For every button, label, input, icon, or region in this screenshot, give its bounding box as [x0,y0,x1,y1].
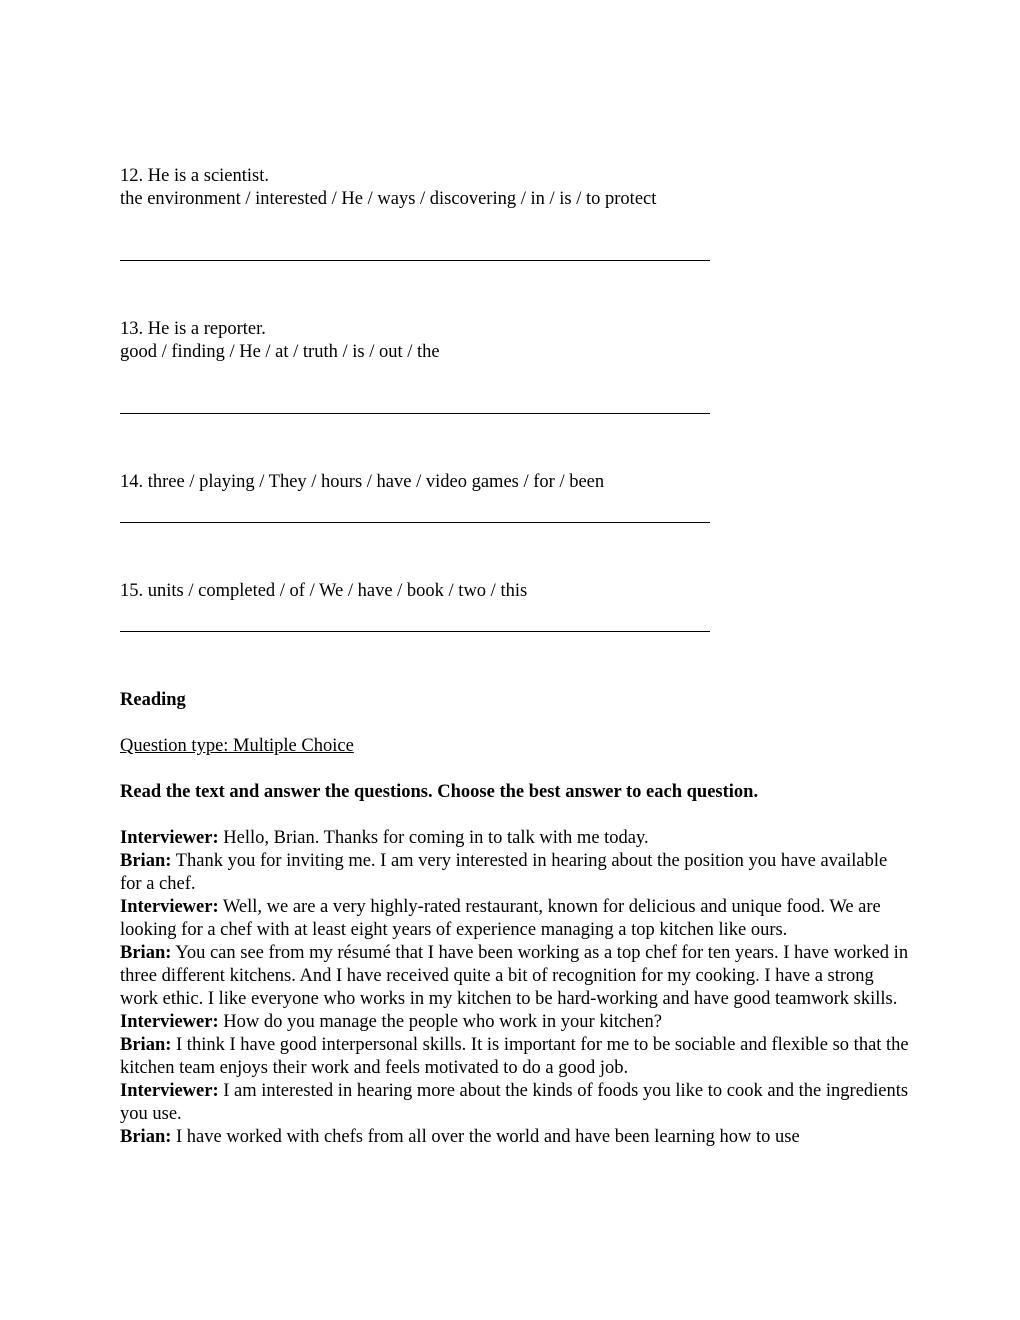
interview-dialogue [120,827,910,1149]
dialogue-line [120,1011,910,1034]
dialogue-text: Well, we are a very highly-rated restaurant, known for delicious and unique food. We are looking for a chef with at least eight years of experience managing a top kitchen like ours. [120,897,881,940]
speaker-label: Brian: [120,1035,172,1055]
speaker-label: Interviewer: [120,897,219,917]
dialogue-text: How do you manage the people who work in your kitchen? [218,1012,663,1032]
dialogue-line [120,1080,910,1126]
question-13-prompt: 13. He is a reporter. [120,319,266,339]
worksheet-page [120,165,910,1149]
dialogue-line [120,850,910,896]
dialogue-line [120,942,910,1011]
reading-title: Reading [120,690,186,710]
question-15-prompt: 15. units / completed / of / We / have / book / two / this [120,581,528,601]
dialogue-line [120,896,910,942]
dialogue-line [120,1034,910,1080]
dialogue-text: You can see from my résumé that I have been working as a top chef for ten years. I have worked in three different kitchens. And I have received quite a bit of recognition for my cooking. I have a strong work ethic. I like everyone who works in my kitchen to be hard-working and have good teamwork skills. [120,943,909,1009]
dialogue-text: Hello, Brian. Thanks for coming in to talk with me today. [218,828,649,848]
question-type: Question type: Multiple Choice [120,736,354,756]
speaker-label: Brian: [120,851,172,871]
speaker-label: Interviewer: [120,828,219,848]
speaker-label: Interviewer: [120,1081,219,1101]
dialogue-text: I have worked with chefs from all over the world and have been learning how to use [171,1127,800,1147]
speaker-label: Interviewer: [120,1012,219,1032]
dialogue-text: I think I have good interpersonal skills. It is important for me to be sociable and flexible so that the kitchen team enjoys their work and feels motivated to do a good job. [120,1035,909,1078]
dialogue-line [120,827,910,850]
question-13-words: good / finding / He / at / truth / is / out / the [120,342,440,362]
speaker-label: Brian: [120,1127,172,1147]
question-14-prompt: 14. three / playing / They / hours / have / video games / for / been [120,472,605,492]
question-12-prompt: 12. He is a scientist. [120,166,270,186]
dialogue-line [120,1126,910,1149]
dialogue-text: I am interested in hearing more about the kinds of foods you like to cook and the ingredients you use. [120,1081,909,1124]
speaker-label: Brian: [120,943,172,963]
reading-instructions: Read the text and answer the questions. Choose the best answer to each question. [120,782,759,802]
question-12-words: the environment / interested / He / ways / discovering / in / is / to protect [120,189,657,209]
dialogue-text: Thank you for inviting me. I am very interested in hearing about the position you have available for a chef. [120,851,888,894]
